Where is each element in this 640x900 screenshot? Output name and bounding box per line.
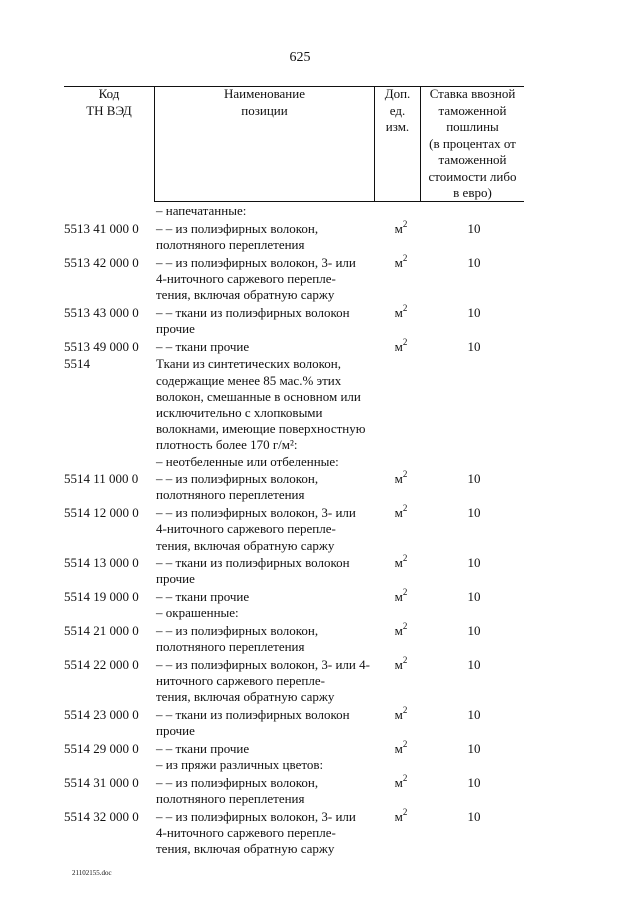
unit-base: м <box>394 220 403 236</box>
row-code: 5514 21 000 0 <box>64 623 139 639</box>
unit-exponent: 2 <box>402 218 408 229</box>
unit-exponent: 2 <box>402 739 408 749</box>
table-row <box>64 302 524 337</box>
row-name: – – из полиэфирных волокон, полотняного переплетения <box>156 623 319 655</box>
unit-exponent: 2 <box>402 302 408 313</box>
row-unit <box>378 471 424 487</box>
row-rate: 10 <box>467 774 481 790</box>
row-name: – – из полиэфирных волокон, 3- или 4- ниточного саржевого перепле- тения, включая обратную саржу <box>156 656 370 705</box>
row-rate: 10 <box>467 555 481 571</box>
table-row <box>64 336 524 355</box>
row-code: 5514 31 000 0 <box>64 774 139 790</box>
unit-base: м <box>394 505 403 521</box>
row-code: 5514 32 000 0 <box>64 808 139 824</box>
unit-exponent: 2 <box>402 654 408 665</box>
row-name: – из пряжи различных цветов: <box>156 757 324 773</box>
unit-exponent: 2 <box>402 252 408 263</box>
unit-base: м <box>394 254 403 270</box>
unit-exponent: 2 <box>402 336 408 347</box>
unit-exponent: 2 <box>402 806 408 817</box>
unit-exponent: 2 <box>402 469 408 480</box>
row-code: 5514 19 000 0 <box>64 589 139 605</box>
unit-exponent: 2 <box>402 553 408 564</box>
unit-base: м <box>394 304 403 320</box>
row-rate: 10 <box>467 304 481 320</box>
unit-base: м <box>394 555 403 571</box>
unit-exponent: 2 <box>402 705 408 716</box>
unit-base: м <box>394 707 403 723</box>
table-row <box>64 623 524 655</box>
unit-exponent: 2 <box>402 772 408 783</box>
row-unit <box>378 772 424 791</box>
table-row <box>64 741 524 757</box>
unit-base: м <box>394 774 403 790</box>
page-number: 625 <box>289 50 311 65</box>
unit-base: м <box>394 338 403 354</box>
table-row <box>64 218 524 253</box>
row-code: 5513 42 000 0 <box>64 254 139 270</box>
unit-base: м <box>394 741 403 756</box>
row-unit <box>378 218 424 237</box>
table-row <box>64 589 524 605</box>
table-row <box>64 252 524 304</box>
table-row <box>64 654 524 706</box>
row-name: – – ткани из полиэфирных волокон прочие <box>156 555 350 587</box>
table-row <box>64 454 524 470</box>
row-rate: 10 <box>467 471 481 487</box>
row-name: – – из полиэфирных волокон, 3- или 4-ниточного саржевого перепле- тения, включая обратную саржу <box>156 808 356 857</box>
row-code: 5514 23 000 0 <box>64 707 139 723</box>
row-name: – – ткани прочие <box>156 741 250 756</box>
table-row <box>64 757 524 773</box>
table-row <box>64 356 524 453</box>
row-name: – – ткани прочие <box>156 589 250 605</box>
row-name: – – из полиэфирных волокон, полотняного переплетения <box>156 774 319 807</box>
table-row <box>64 772 524 807</box>
row-rate: 10 <box>467 589 481 605</box>
row-code: 5513 49 000 0 <box>64 338 139 354</box>
row-code: 5514 29 000 0 <box>64 741 139 756</box>
header-code: Код ТН ВЭД <box>86 86 132 118</box>
row-unit <box>378 252 424 271</box>
row-name: – – из полиэфирных волокон, 3- или 4-ниточного саржевого перепле- тения, включая обратную саржу <box>156 505 356 553</box>
header-rate: Ставка ввозной таможенной пошлины (в процентах от таможенной стоимости либо в евро) <box>420 86 524 202</box>
unit-base: м <box>394 808 403 824</box>
unit-exponent: 2 <box>402 503 408 514</box>
row-unit <box>378 806 424 825</box>
unit-exponent: 2 <box>402 587 408 598</box>
row-rate: 10 <box>467 254 481 270</box>
row-rate: 10 <box>467 707 481 723</box>
table-row <box>64 555 524 587</box>
row-name: – – ткани прочие <box>156 338 250 354</box>
table-row <box>64 605 524 621</box>
unit-base: м <box>394 471 403 487</box>
tariff-table-body <box>64 203 524 857</box>
table-row <box>64 505 524 554</box>
row-rate: 10 <box>467 338 481 354</box>
row-rate: 10 <box>467 505 481 521</box>
unit-base: м <box>394 589 403 605</box>
header-unit: Доп. ед. изм. <box>374 86 420 202</box>
header-name: Наименование позиции <box>154 86 374 202</box>
row-unit <box>378 336 424 355</box>
table-row <box>64 471 524 503</box>
row-unit <box>378 623 424 639</box>
unit-base: м <box>394 623 403 639</box>
row-rate: 10 <box>467 220 481 236</box>
row-rate: 10 <box>467 656 481 672</box>
table-row <box>64 203 524 219</box>
row-rate: 10 <box>467 623 481 639</box>
file-name: 21102155.doc <box>72 869 112 877</box>
table-row <box>64 707 524 739</box>
row-unit <box>378 589 424 605</box>
row-unit <box>378 654 424 673</box>
row-name: – – ткани из полиэфирных волокон прочие <box>156 707 350 739</box>
row-unit <box>378 707 424 723</box>
row-code: 5514 11 000 0 <box>64 471 139 487</box>
row-code: 5513 43 000 0 <box>64 304 139 320</box>
row-name: – – из полиэфирных волокон, полотняного переплетения <box>156 471 319 503</box>
table-header <box>64 86 524 202</box>
row-unit <box>378 505 424 521</box>
unit-base: м <box>394 656 403 672</box>
row-name: – – из полиэфирных волокон, полотняного переплетения <box>156 220 319 252</box>
row-name: Ткани из синтетических волокон, содержащие менее 85 мас.% этих волокон, смешанные в основном или исключительно с хлопковыми волокнами, имеющие поверхностную плотность более 170 г/м²: <box>156 356 366 453</box>
row-code: 5514 22 000 0 <box>64 656 139 672</box>
row-code: 5514 12 000 0 <box>64 505 139 521</box>
row-name: – окрашенные: <box>156 605 239 621</box>
row-rate: 10 <box>467 741 481 756</box>
row-unit <box>378 741 424 757</box>
row-name: – напечатанные: <box>156 203 247 218</box>
row-name: – неотбеленные или отбеленные: <box>156 453 339 469</box>
row-code: 5514 <box>64 356 90 372</box>
row-code: 5513 41 000 0 <box>64 220 139 236</box>
row-unit <box>378 302 424 321</box>
row-rate: 10 <box>467 808 481 824</box>
row-unit <box>378 555 424 571</box>
row-name: – – из полиэфирных волокон, 3- или 4-ниточного саржевого перепле- тения, включая обратную саржу <box>156 254 356 303</box>
unit-exponent: 2 <box>402 621 408 632</box>
row-name: – – ткани из полиэфирных волокон прочие <box>156 304 350 336</box>
table-row <box>64 806 524 858</box>
row-code: 5514 13 000 0 <box>64 555 139 571</box>
